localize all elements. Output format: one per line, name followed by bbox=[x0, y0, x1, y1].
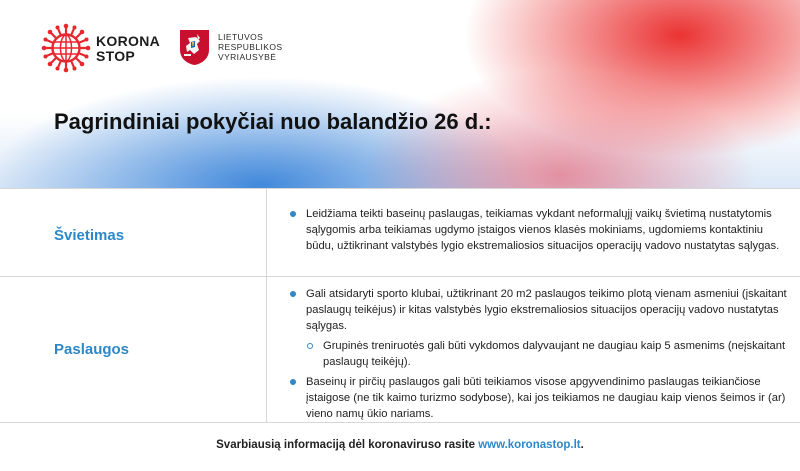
list-item-text: Gali atsidaryti sporto klubai, užtikrinant 20 m2 paslaugos teikimo plotą vienam asmeniui (įskaitant paslaugų teikėjus) ir kitas valstybės lygio ekstremaliosios situacijos operacijų vadovo nustatytas sąlygas. bbox=[306, 288, 787, 332]
list-item bbox=[289, 206, 789, 254]
brand-logo-line1: KORONA bbox=[96, 33, 161, 49]
row-content-services bbox=[289, 286, 789, 426]
column-divider bbox=[266, 189, 267, 276]
gov-line2: RESPUBLIKOS bbox=[218, 42, 283, 52]
bullet-dot-icon bbox=[290, 211, 296, 217]
row-label-services: Paslaugos bbox=[54, 341, 130, 358]
gov-line3: VYRIAUSYBĖ bbox=[218, 52, 277, 62]
list-item bbox=[289, 374, 789, 422]
list-item-text: Leidžiama teikti baseinų paslaugas, teikiamas vykdant neformalųjį vaikų švietimą nustatytomis sąlygomis arba teikiamas ugdymo įstaigos vienos klasės mokiniams, ugdomiems kontaktiniu būdu, užtikrinant valstybės lygio ekstremaliosios situacijos operacijų vadovo nustatytas sąlygas. bbox=[306, 208, 780, 252]
sub-list-item bbox=[289, 338, 789, 370]
footer-note bbox=[0, 439, 800, 451]
header-banner bbox=[0, 0, 800, 188]
gov-line1: LIETUVOS bbox=[218, 32, 264, 42]
bullet-ring-icon bbox=[307, 343, 313, 349]
government-name bbox=[218, 32, 282, 62]
list-item bbox=[289, 286, 789, 334]
column-divider bbox=[266, 277, 267, 422]
page-title: Pagrindiniai pokyčiai nuo balandžio 26 d.: bbox=[54, 109, 492, 134]
changes-table bbox=[0, 188, 800, 423]
brand-logo-text bbox=[96, 34, 160, 64]
coat-of-arms-icon bbox=[179, 29, 210, 66]
row-label-education: Švietimas bbox=[54, 227, 125, 244]
footer-text: Svarbiausią informaciją dėl koronaviruso rasite bbox=[216, 439, 479, 451]
list-item-text: Baseinų ir pirčių paslaugos gali būti teikiamos visose apgyvendinimo paslaugas teikiančiose įstaigose (ne tik kaimo turizmo sodybose), kai jos teikiamos ne daugiau kaip vienos šeimos ir (ar) vieno namų ūkio nariams. bbox=[306, 376, 786, 420]
footer-suffix: . bbox=[580, 439, 584, 451]
virus-globe-icon bbox=[40, 22, 92, 74]
table-row-education bbox=[0, 188, 800, 276]
table-row-services bbox=[0, 276, 800, 423]
website-link[interactable]: www.koronastop.lt bbox=[478, 439, 581, 451]
row-content-education bbox=[289, 206, 789, 258]
bullet-dot-icon bbox=[290, 291, 296, 297]
brand-logo-line2: STOP bbox=[96, 48, 136, 64]
bullet-dot-icon bbox=[290, 379, 296, 385]
sub-list-item-text: Grupinės treniruotės gali būti vykdomos dalyvaujant ne daugiau kaip 5 asmenims (neįskaitant paslaugų teikėjų). bbox=[323, 340, 786, 368]
